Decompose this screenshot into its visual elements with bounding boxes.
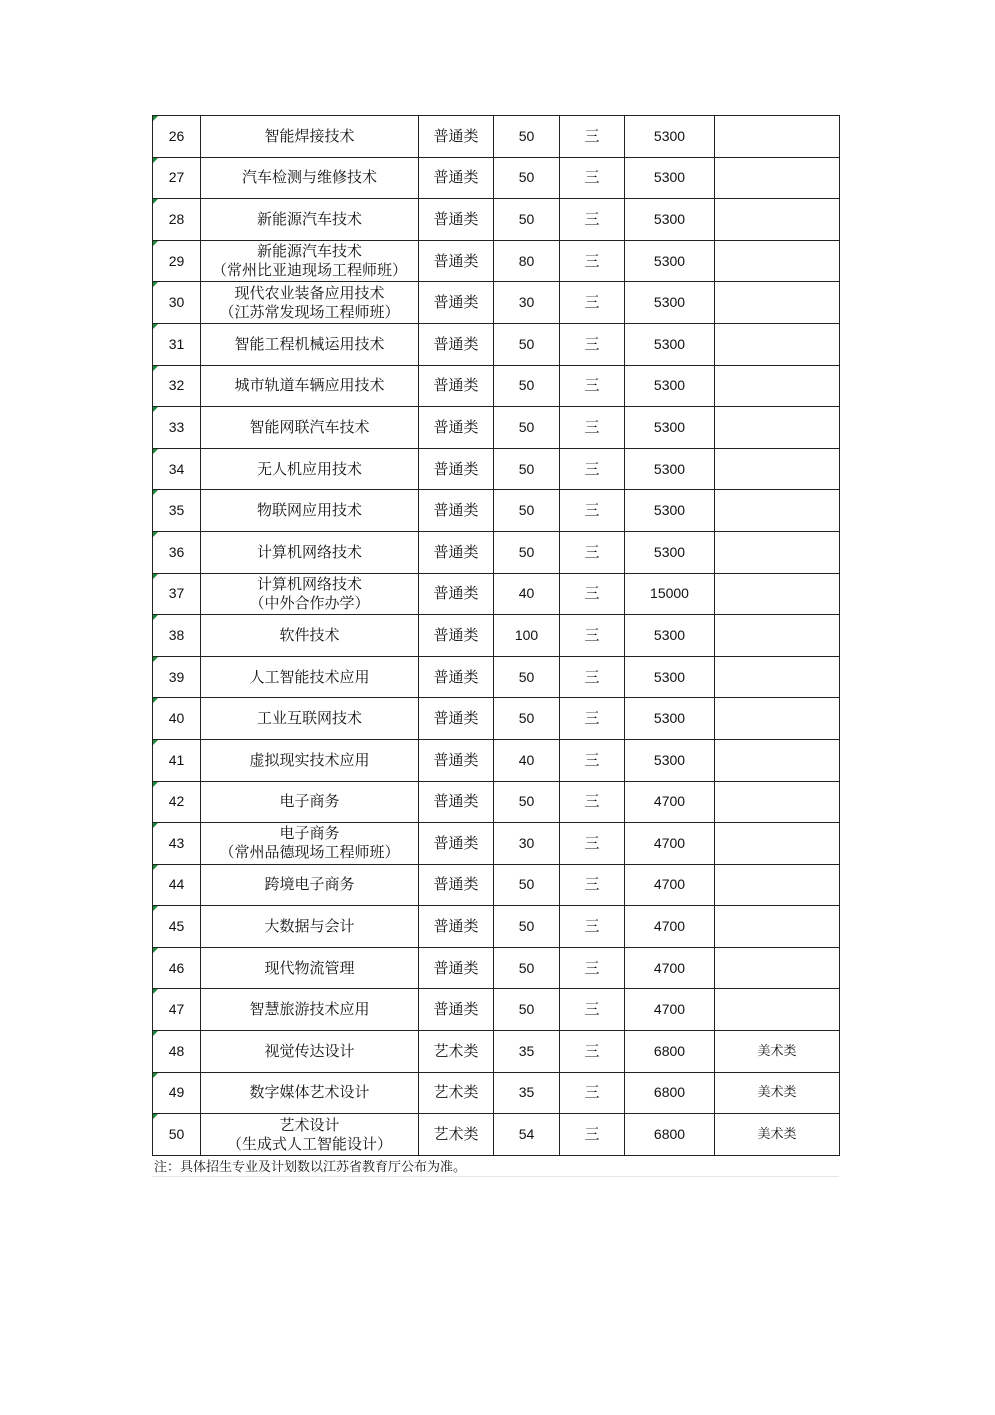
enrollment-plan-table [152,115,840,1156]
cell-years: 三 [560,739,625,781]
cell-tuition: 5300 [625,739,715,781]
major-name-line: 智能焊接技术 [264,126,355,145]
cell-tuition: 6800 [625,1031,715,1073]
cell-plan-count: 80 [494,240,560,282]
cell-category: 普通类 [419,656,494,698]
table-row [153,448,840,490]
cell-major-name [201,823,419,865]
table-row [153,989,840,1031]
cell-major-name [201,323,419,365]
cell-note [715,116,840,158]
cell-years: 三 [560,490,625,532]
cell-years: 三 [560,656,625,698]
cell-category: 普通类 [419,448,494,490]
major-name-line: 计算机网络技术 [256,542,362,561]
cell-number: 48 [153,1031,201,1073]
cell-major-name [201,365,419,407]
cell-plan-count: 30 [494,282,560,324]
major-name-line: （生成式人工智能设计） [226,1134,392,1153]
major-name-line: 智慧旅游技术应用 [249,1000,370,1019]
cell-tuition: 5300 [625,365,715,407]
cell-years: 三 [560,947,625,989]
cell-tuition: 6800 [625,1114,715,1156]
cell-number: 29 [153,240,201,282]
cell-note [715,365,840,407]
cell-tuition: 4700 [625,989,715,1031]
cell-category: 普通类 [419,947,494,989]
cell-years: 三 [560,864,625,906]
cell-years: 三 [560,823,625,865]
cell-tuition: 5300 [625,656,715,698]
cell-note [715,864,840,906]
cell-category: 普通类 [419,490,494,532]
major-name-line: （常州品德现场工程师班） [219,843,400,862]
table-row [153,615,840,657]
cell-plan-count: 50 [494,407,560,449]
cell-note: 美术类 [715,1072,840,1114]
table-row [153,199,840,241]
major-name-line: 艺术设计 [279,1115,340,1134]
major-name-line: 大数据与会计 [264,917,355,936]
cell-number: 34 [153,448,201,490]
cell-years: 三 [560,448,625,490]
cell-tuition: 6800 [625,1072,715,1114]
cell-major-name [201,615,419,657]
table-row [153,698,840,740]
cell-note [715,947,840,989]
cell-tuition: 5300 [625,407,715,449]
cell-years: 三 [560,1031,625,1073]
cell-note [715,323,840,365]
cell-plan-count: 50 [494,947,560,989]
cell-number: 30 [153,282,201,324]
cell-number: 44 [153,864,201,906]
major-name-line: 电子商务 [279,792,340,811]
cell-years: 三 [560,1072,625,1114]
cell-major-name [201,1072,419,1114]
major-name-line: 现代农业装备应用技术 [234,283,385,302]
major-name-line: 新能源汽车技术 [256,209,362,228]
cell-tuition: 5300 [625,490,715,532]
major-name-line: 智能工程机械运用技术 [234,334,385,353]
cell-number: 46 [153,947,201,989]
cell-number: 49 [153,1072,201,1114]
cell-note: 美术类 [715,1114,840,1156]
cell-plan-count: 50 [494,781,560,823]
cell-number: 45 [153,906,201,948]
cell-note [715,448,840,490]
cell-plan-count: 40 [494,739,560,781]
major-name-line: 虚拟现实技术应用 [249,750,370,769]
table-row [153,407,840,449]
cell-note: 美术类 [715,1031,840,1073]
cell-tuition: 5300 [625,698,715,740]
table-row [153,906,840,948]
cell-note [715,199,840,241]
cell-years: 三 [560,157,625,199]
major-name-line: （常州比亚迪现场工程师班） [211,261,407,280]
cell-category: 普通类 [419,906,494,948]
cell-number: 31 [153,323,201,365]
cell-number: 39 [153,656,201,698]
cell-years: 三 [560,407,625,449]
major-name-line: 计算机网络技术 [256,574,362,593]
cell-tuition: 4700 [625,906,715,948]
cell-note [715,573,840,615]
cell-tuition: 15000 [625,573,715,615]
table-row [153,1114,840,1156]
cell-category: 普通类 [419,615,494,657]
cell-category: 普通类 [419,823,494,865]
cell-years: 三 [560,615,625,657]
cell-category: 普通类 [419,240,494,282]
cell-plan-count: 50 [494,531,560,573]
cell-plan-count: 35 [494,1031,560,1073]
cell-number: 27 [153,157,201,199]
cell-note [715,157,840,199]
cell-note [715,407,840,449]
major-name-line: 新能源汽车技术 [256,242,362,261]
cell-tuition: 4700 [625,781,715,823]
table-row [153,240,840,282]
cell-category: 普通类 [419,365,494,407]
cell-years: 三 [560,116,625,158]
cell-plan-count: 30 [494,823,560,865]
cell-note [715,823,840,865]
cell-major-name [201,240,419,282]
cell-major-name [201,407,419,449]
cell-plan-count: 54 [494,1114,560,1156]
major-name-line: 数字媒体艺术设计 [249,1083,370,1102]
cell-tuition: 5300 [625,282,715,324]
table-row [153,823,840,865]
table-row [153,323,840,365]
cell-tuition: 5300 [625,448,715,490]
cell-years: 三 [560,698,625,740]
table-row [153,573,840,615]
table-row [153,282,840,324]
cell-major-name [201,116,419,158]
cell-category: 普通类 [419,282,494,324]
cell-category: 普通类 [419,698,494,740]
cell-major-name [201,698,419,740]
cell-plan-count: 50 [494,116,560,158]
cell-tuition: 4700 [625,823,715,865]
cell-number: 35 [153,490,201,532]
major-name-line: 软件技术 [279,625,340,644]
cell-note [715,282,840,324]
cell-major-name [201,864,419,906]
cell-number: 40 [153,698,201,740]
table-row [153,116,840,158]
major-name-line: （江苏常发现场工程师班） [219,302,400,321]
cell-tuition: 5300 [625,323,715,365]
cell-major-name [201,199,419,241]
cell-note [715,989,840,1031]
table-row [153,531,840,573]
cell-tuition: 5300 [625,116,715,158]
table-row [153,490,840,532]
major-name-line: 现代物流管理 [264,958,355,977]
cell-major-name [201,947,419,989]
cell-note [715,490,840,532]
table-row [153,1072,840,1114]
cell-tuition: 4700 [625,947,715,989]
cell-major-name [201,282,419,324]
cell-category: 普通类 [419,781,494,823]
table-row [153,656,840,698]
cell-years: 三 [560,906,625,948]
cell-years: 三 [560,199,625,241]
cell-major-name [201,1031,419,1073]
cell-plan-count: 50 [494,989,560,1031]
cell-note [715,781,840,823]
major-name-line: （中外合作办学） [249,593,370,612]
cell-category: 普通类 [419,407,494,449]
table-row [153,947,840,989]
cell-tuition: 5300 [625,240,715,282]
cell-category: 普通类 [419,116,494,158]
cell-number: 41 [153,739,201,781]
cell-major-name [201,989,419,1031]
cell-major-name [201,490,419,532]
major-name-line: 人工智能技术应用 [249,667,370,686]
cell-category: 艺术类 [419,1031,494,1073]
cell-years: 三 [560,781,625,823]
cell-category: 普通类 [419,864,494,906]
cell-note [715,906,840,948]
cell-plan-count: 50 [494,698,560,740]
cell-note [715,698,840,740]
table-row [153,157,840,199]
cell-years: 三 [560,365,625,407]
cell-tuition: 4700 [625,864,715,906]
cell-number: 38 [153,615,201,657]
cell-major-name [201,448,419,490]
cell-number: 32 [153,365,201,407]
cell-category: 普通类 [419,157,494,199]
cell-tuition: 5300 [625,615,715,657]
cell-plan-count: 50 [494,157,560,199]
cell-category: 普通类 [419,739,494,781]
table-row [153,781,840,823]
cell-plan-count: 50 [494,323,560,365]
cell-major-name [201,781,419,823]
table-row [153,864,840,906]
cell-number: 26 [153,116,201,158]
table-row [153,739,840,781]
cell-years: 三 [560,240,625,282]
cell-number: 33 [153,407,201,449]
table-row [153,1031,840,1073]
major-name-line: 电子商务 [279,824,340,843]
cell-category: 艺术类 [419,1072,494,1114]
cell-major-name [201,739,419,781]
cell-number: 42 [153,781,201,823]
cell-note [715,240,840,282]
cell-category: 普通类 [419,531,494,573]
cell-years: 三 [560,1114,625,1156]
major-name-line: 汽车检测与维修技术 [241,168,377,187]
cell-number: 43 [153,823,201,865]
cell-category: 普通类 [419,989,494,1031]
cell-plan-count: 50 [494,906,560,948]
major-name-line: 城市轨道车辆应用技术 [234,376,385,395]
cell-number: 28 [153,199,201,241]
cell-plan-count: 50 [494,656,560,698]
cell-major-name [201,531,419,573]
cell-major-name [201,906,419,948]
cell-number: 37 [153,573,201,615]
table-body [153,116,840,1156]
cell-years: 三 [560,573,625,615]
cell-plan-count: 50 [494,365,560,407]
cell-major-name [201,656,419,698]
cell-number: 36 [153,531,201,573]
major-name-line: 工业互联网技术 [256,709,362,728]
cell-plan-count: 35 [494,1072,560,1114]
footnote: 注：具体招生专业及计划数以江苏省教育厅公布为准。 [152,1158,839,1177]
cell-major-name [201,573,419,615]
cell-major-name [201,1114,419,1156]
cell-years: 三 [560,282,625,324]
cell-category: 普通类 [419,323,494,365]
table-row [153,365,840,407]
cell-category: 普通类 [419,199,494,241]
cell-plan-count: 40 [494,573,560,615]
major-name-line: 跨境电子商务 [264,875,355,894]
cell-category: 艺术类 [419,1114,494,1156]
cell-plan-count: 50 [494,448,560,490]
cell-tuition: 5300 [625,531,715,573]
major-name-line: 智能网联汽车技术 [249,417,370,436]
cell-plan-count: 100 [494,615,560,657]
cell-years: 三 [560,531,625,573]
major-name-line: 物联网应用技术 [256,501,362,520]
cell-number: 50 [153,1114,201,1156]
cell-number: 47 [153,989,201,1031]
cell-category: 普通类 [419,573,494,615]
cell-note [715,739,840,781]
cell-plan-count: 50 [494,199,560,241]
cell-years: 三 [560,323,625,365]
cell-tuition: 5300 [625,157,715,199]
cell-plan-count: 50 [494,864,560,906]
cell-note [715,656,840,698]
major-name-line: 无人机应用技术 [256,459,362,478]
cell-note [715,531,840,573]
major-name-line: 视觉传达设计 [264,1041,355,1060]
cell-tuition: 5300 [625,199,715,241]
cell-plan-count: 50 [494,490,560,532]
cell-major-name [201,157,419,199]
cell-years: 三 [560,989,625,1031]
cell-note [715,615,840,657]
